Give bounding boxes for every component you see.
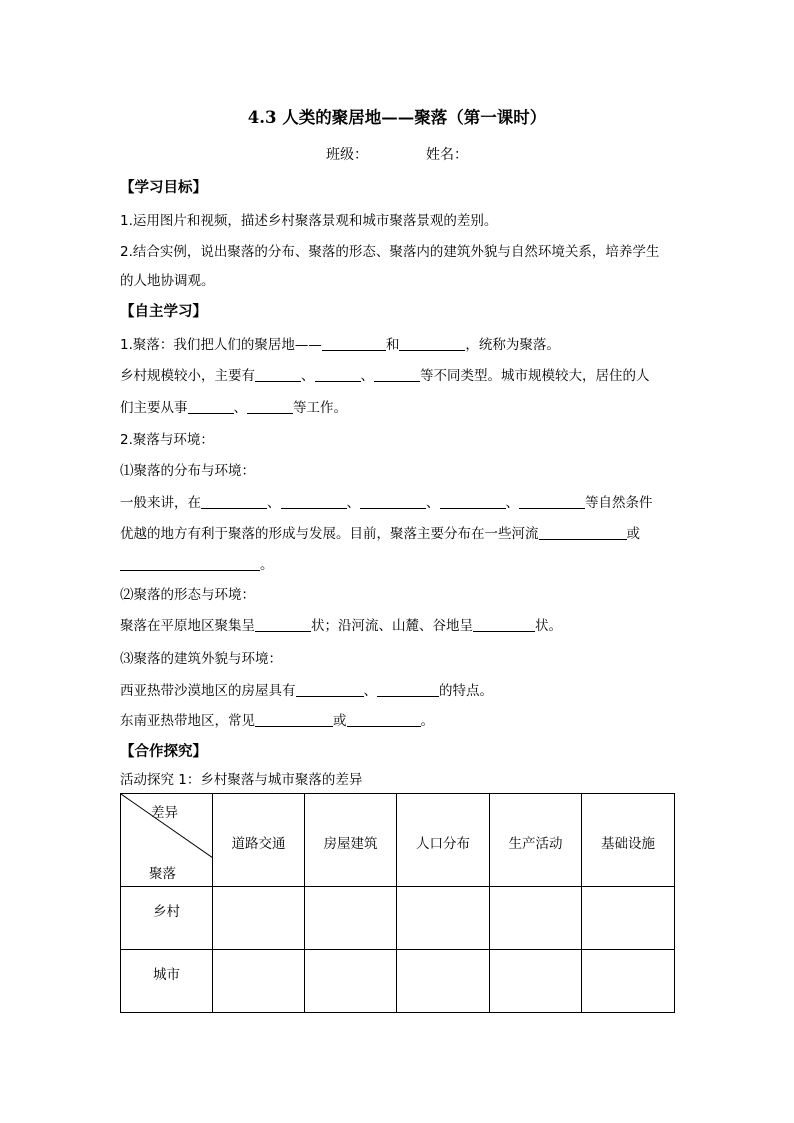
goal-item-2: 2.结合实例，说出聚落的分布、聚落的形态、聚落内的建筑外貌与自然环境关系，培养学生 bbox=[120, 244, 660, 260]
table-cell[interactable] bbox=[305, 887, 397, 950]
row-label: 乡村 bbox=[121, 887, 213, 950]
separator: 、 bbox=[346, 495, 360, 511]
blank-field[interactable] bbox=[255, 617, 311, 632]
table-row bbox=[121, 887, 675, 950]
q2-text: 状；沿河流、山麓、谷地呈 bbox=[311, 618, 473, 634]
q1-text: 等不同类型。城市规模较大，居住的人 bbox=[420, 368, 650, 384]
separator: 、 bbox=[505, 495, 519, 511]
q2-text: 状。 bbox=[535, 618, 562, 634]
blank-field[interactable] bbox=[120, 556, 260, 571]
q2-text: 聚落在平原地区聚集呈 bbox=[120, 618, 255, 634]
table-row bbox=[121, 950, 675, 1013]
table-cell[interactable] bbox=[305, 950, 397, 1013]
column-header: 房屋建筑 bbox=[305, 794, 397, 887]
column-header: 道路交通 bbox=[213, 794, 305, 887]
corner-bottom-label: 聚落 bbox=[149, 866, 176, 882]
blank-field[interactable] bbox=[315, 367, 361, 382]
table-cell[interactable] bbox=[582, 950, 675, 1013]
table-cell[interactable] bbox=[490, 887, 582, 950]
class-name-line bbox=[120, 144, 674, 164]
blank-field[interactable] bbox=[473, 617, 535, 632]
q2-text: 西亚热带沙漠地区的房屋具有 bbox=[120, 683, 296, 699]
page-title: 4.3 人类的聚居地——聚落（第一课时） bbox=[247, 108, 547, 127]
goal-item-1: 1.运用图片和视频，描述乡村聚落景观和城市聚落景观的差别。 bbox=[120, 213, 498, 229]
q1-text: 们主要从事 bbox=[120, 400, 188, 416]
q1-text: 乡村规模较小，主要有 bbox=[120, 368, 255, 384]
table-cell[interactable] bbox=[397, 887, 490, 950]
q2-text: 的特点。 bbox=[439, 683, 493, 699]
q2-text: 。 bbox=[260, 557, 274, 573]
name-label: 姓名： bbox=[426, 147, 468, 163]
table-header-row bbox=[121, 794, 675, 887]
table-cell[interactable] bbox=[213, 887, 305, 950]
q2-text: 。 bbox=[420, 713, 434, 729]
blank-field[interactable] bbox=[201, 494, 267, 509]
blank-field[interactable] bbox=[360, 494, 426, 509]
table-cell[interactable] bbox=[582, 887, 675, 950]
question-2-3: ⑶聚落的建筑外貌与环境： bbox=[120, 651, 282, 667]
diagonal-header-cell bbox=[121, 794, 213, 887]
q2-text: 一般来讲，在 bbox=[120, 495, 201, 511]
blank-field[interactable] bbox=[296, 682, 364, 697]
blank-field[interactable] bbox=[399, 336, 465, 351]
blank-field[interactable] bbox=[377, 682, 439, 697]
separator: 、 bbox=[360, 368, 374, 384]
blank-field[interactable] bbox=[255, 367, 301, 382]
question-2-1-line3 bbox=[120, 553, 674, 573]
separator: 、 bbox=[426, 495, 440, 511]
question-2-1-line1 bbox=[120, 491, 674, 511]
question-1 bbox=[120, 333, 674, 353]
question-1-line2 bbox=[120, 364, 674, 384]
column-header: 基础设施 bbox=[582, 794, 675, 887]
self-study-heading: 【自主学习】 bbox=[120, 303, 207, 320]
question-2-2-line bbox=[120, 614, 674, 634]
q1-text: 1.聚落：我们把人们的聚居地—— bbox=[120, 337, 322, 353]
blank-field[interactable] bbox=[347, 712, 421, 727]
separator: 、 bbox=[363, 683, 377, 699]
q2-text: 优越的地方有利于聚落的形成与发展。目前，聚落主要分布在一些河流 bbox=[120, 526, 539, 542]
blank-field[interactable] bbox=[539, 525, 627, 540]
blank-field[interactable] bbox=[322, 336, 386, 351]
column-header: 人口分布 bbox=[397, 794, 490, 887]
q1-text: 等工作。 bbox=[293, 400, 347, 416]
column-header: 生产活动 bbox=[490, 794, 582, 887]
blank-field[interactable] bbox=[281, 494, 347, 509]
question-2: 2.聚落与环境： bbox=[120, 432, 214, 448]
table-cell[interactable] bbox=[213, 950, 305, 1013]
blank-field[interactable] bbox=[440, 494, 506, 509]
q2-text: 等自然条件 bbox=[585, 495, 653, 511]
q2-text: 或 bbox=[333, 713, 347, 729]
class-label: 班级： bbox=[326, 147, 368, 163]
blank-field[interactable] bbox=[374, 367, 420, 382]
blank-field[interactable] bbox=[255, 712, 333, 727]
comparison-table bbox=[120, 793, 675, 1013]
question-2-3-line1 bbox=[120, 679, 674, 699]
q2-text: 或 bbox=[626, 526, 640, 542]
question-2-2: ⑵聚落的形态与环境： bbox=[120, 587, 255, 603]
separator: 、 bbox=[301, 368, 315, 384]
question-2-1-line2 bbox=[120, 522, 674, 542]
separator: 、 bbox=[233, 400, 247, 416]
question-2-1: ⑴聚落的分布与环境： bbox=[120, 463, 255, 479]
corner-top-label: 差异 bbox=[151, 805, 178, 821]
blank-field[interactable] bbox=[247, 399, 293, 414]
activity-title: 活动探究 1：乡村聚落与城市聚落的差异 bbox=[120, 772, 363, 788]
separator: 、 bbox=[267, 495, 281, 511]
blank-field[interactable] bbox=[188, 399, 234, 414]
goals-heading: 【学习目标】 bbox=[120, 179, 207, 196]
table-cell[interactable] bbox=[397, 950, 490, 1013]
q1-text: 和 bbox=[385, 337, 400, 353]
goal-item-2-cont: 的人地协调观。 bbox=[120, 273, 215, 289]
table-cell[interactable] bbox=[490, 950, 582, 1013]
blank-field[interactable] bbox=[519, 494, 585, 509]
question-2-3-line2 bbox=[120, 709, 674, 729]
question-1-line3 bbox=[120, 396, 674, 416]
q2-text: 东南亚热带地区，常见 bbox=[120, 713, 255, 729]
q1-text: ，统称为聚落。 bbox=[465, 337, 560, 353]
cooperate-heading: 【合作探究】 bbox=[120, 743, 207, 760]
row-label: 城市 bbox=[121, 950, 213, 1013]
